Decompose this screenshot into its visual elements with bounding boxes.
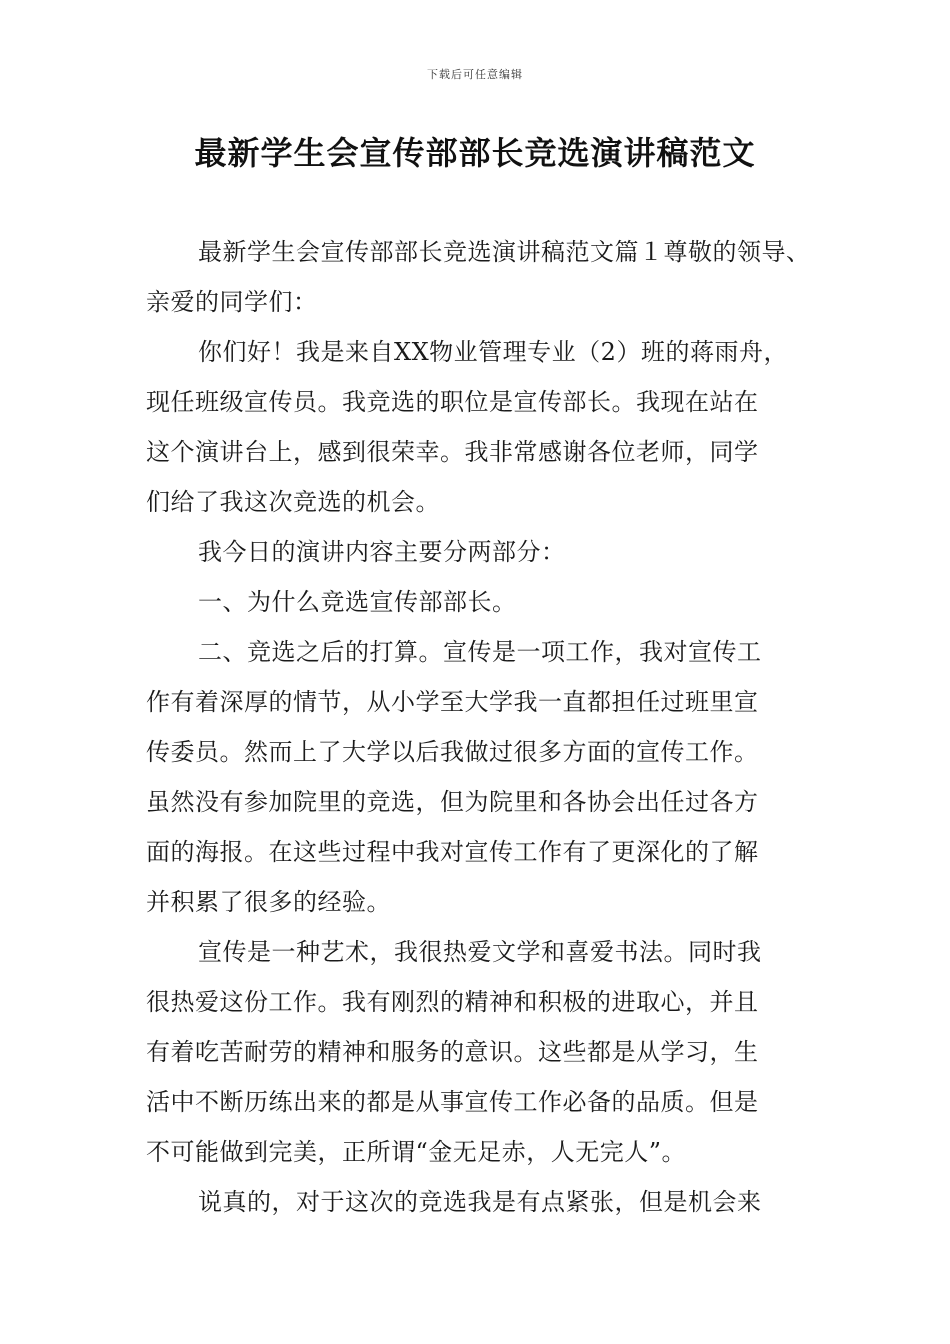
text-line: 我今日的演讲内容主要分两部分： [198,538,566,566]
text-line: 们给了我这次竞选的机会。 [146,488,440,516]
text-line: 有着吃苦耐劳的精神和服务的意识。这些都是从学习，生 [146,1038,759,1066]
header-note: 下载后可任意编辑 [427,68,523,81]
text-line: 虽然没有参加院里的竞选，但为院里和各协会出任过各方 [146,788,759,816]
text-line: 亲爱的同学们： [146,288,318,316]
text-line: 最新学生会宣传部部长竞选演讲稿范文篇１尊敬的领导、 [198,238,810,266]
document-title: 最新学生会宣传部部长竞选演讲稿范文 [194,134,756,172]
text-line: 作有着深厚的情节，从小学至大学我一直都担任过班里宣 [146,688,759,716]
text-line: 二、竞选之后的打算。宣传是一项工作，我对宣传工 [198,638,762,666]
text-line: 现任班级宣传员。我竞选的职位是宣传部长。我现在站在 [146,388,759,416]
text-line: 宣传是一种艺术，我很热爱文学和喜爱书法。同时我 [198,938,762,966]
text-line: 并积累了很多的经验。 [146,888,391,916]
text-line: 很热爱这份工作。我有刚烈的精神和积极的进取心，并且 [146,988,759,1016]
text-line: 传委员。然而上了大学以后我做过很多方面的宣传工作。 [146,738,759,766]
text-line: 一、为什么竞选宣传部部长。 [198,588,517,616]
text-line: 说真的，对于这次的竞选我是有点紧张，但是机会来 [198,1188,762,1216]
text-line: 你们好！我是来自XX物业管理专业（2）班的蒋雨舟， [198,338,788,366]
text-line: 活中不断历练出来的都是从事宣传工作必备的品质。但是 [146,1088,759,1116]
text-line: 面的海报。在这些过程中我对宣传工作有了更深化的了解 [146,838,759,866]
body-text [146,227,810,1227]
text-line: 不可能做到完美，正所谓“金无足赤，人无完人”。 [146,1138,687,1166]
text-line: 这个演讲台上，感到很荣幸。我非常感谢各位老师，同学 [146,438,759,466]
